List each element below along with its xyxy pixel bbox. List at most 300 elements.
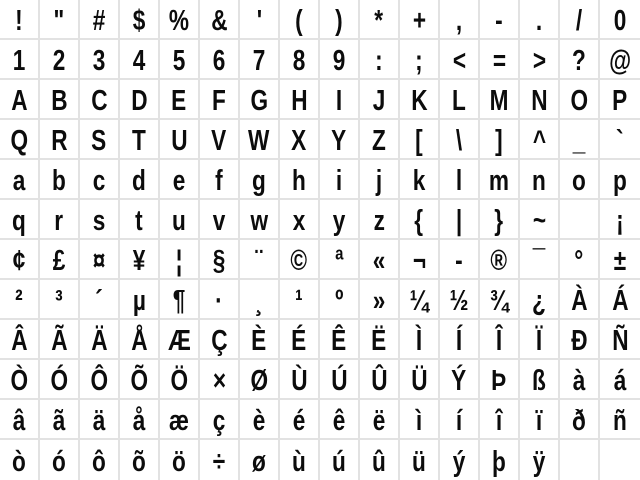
glyph-cell[interactable]: [520, 120, 560, 160]
glyph-cell[interactable]: [360, 120, 400, 160]
glyph-cell[interactable]: [240, 240, 280, 280]
glyph: i: [335, 164, 343, 197]
glyph: [: [415, 124, 423, 157]
glyph-cell[interactable]: [600, 120, 640, 160]
glyph-cell[interactable]: [480, 200, 520, 240]
glyph-cell[interactable]: [560, 40, 600, 80]
glyph-cell[interactable]: [80, 200, 120, 240]
glyph-cell[interactable]: [320, 440, 360, 480]
glyph: Í: [455, 324, 463, 357]
glyph-cell[interactable]: [200, 0, 240, 40]
glyph-cell[interactable]: [240, 200, 280, 240]
glyph-cell[interactable]: [160, 120, 200, 160]
glyph-cell[interactable]: [40, 200, 80, 240]
glyph-cell[interactable]: [80, 120, 120, 160]
glyph-cell[interactable]: [160, 320, 200, 360]
glyph: ¶: [172, 284, 186, 317]
glyph: ¯: [532, 244, 546, 277]
glyph: Ó: [50, 364, 68, 397]
glyph-cell[interactable]: [360, 320, 400, 360]
glyph: P: [612, 84, 628, 117]
glyph-cell[interactable]: [80, 440, 120, 480]
glyph: /: [575, 4, 583, 37]
glyph: ç: [212, 404, 226, 437]
glyph: a: [12, 164, 26, 197]
glyph: H: [290, 84, 308, 117]
glyph: |: [455, 204, 463, 237]
glyph-cell[interactable]: [80, 80, 120, 120]
glyph: %: [168, 4, 190, 37]
glyph-cell[interactable]: [40, 440, 80, 480]
glyph: ì: [415, 404, 423, 437]
glyph-cell[interactable]: [240, 40, 280, 80]
glyph-cell[interactable]: [560, 320, 600, 360]
glyph-cell[interactable]: [240, 160, 280, 200]
glyph: Ñ: [611, 324, 629, 357]
glyph-cell[interactable]: [240, 440, 280, 480]
glyph-cell[interactable]: [400, 120, 440, 160]
glyph-cell[interactable]: [200, 400, 240, 440]
glyph: j: [375, 164, 383, 197]
glyph-cell[interactable]: [160, 160, 200, 200]
glyph-cell[interactable]: [0, 160, 40, 200]
glyph-cell[interactable]: [480, 40, 520, 80]
glyph-cell[interactable]: [40, 360, 80, 400]
glyph: £: [52, 244, 66, 277]
glyph: $: [132, 4, 146, 37]
glyph: ¬: [412, 244, 426, 277]
glyph-cell[interactable]: [120, 440, 160, 480]
glyph-cell[interactable]: [320, 40, 360, 80]
glyph: ñ: [613, 404, 627, 437]
glyph-cell[interactable]: [400, 440, 440, 480]
glyph: Ë: [371, 324, 387, 357]
glyph-cell[interactable]: [440, 40, 480, 80]
glyph-cell[interactable]: [440, 280, 480, 320]
glyph: Û: [370, 364, 388, 397]
glyph: ÿ: [532, 445, 546, 478]
glyph-cell[interactable]: [560, 0, 600, 40]
glyph: Ø: [250, 364, 268, 397]
glyph-cell[interactable]: [480, 360, 520, 400]
glyph: :: [375, 44, 383, 77]
glyph-cell[interactable]: [360, 200, 400, 240]
glyph-cell[interactable]: [440, 120, 480, 160]
glyph: ß: [532, 364, 546, 397]
glyph-cell[interactable]: [240, 0, 280, 40]
glyph-cell[interactable]: [120, 40, 160, 80]
glyph-cell[interactable]: [600, 280, 640, 320]
glyph-cell[interactable]: [160, 80, 200, 120]
glyph-cell[interactable]: [520, 360, 560, 400]
glyph: k: [412, 164, 426, 197]
glyph: y: [332, 204, 346, 237]
glyph-cell[interactable]: [0, 360, 40, 400]
glyph: D: [130, 84, 148, 117]
glyph-cell[interactable]: [0, 240, 40, 280]
glyph: N: [530, 84, 548, 117]
glyph: ÷: [212, 445, 226, 478]
glyph-cell[interactable]: [160, 280, 200, 320]
glyph: u: [172, 204, 186, 237]
glyph: ª: [334, 244, 344, 277]
glyph-cell[interactable]: [440, 360, 480, 400]
glyph-cell[interactable]: [40, 240, 80, 280]
glyph-cell[interactable]: [320, 240, 360, 280]
glyph-cell[interactable]: [480, 240, 520, 280]
glyph-cell[interactable]: [80, 160, 120, 200]
glyph-cell[interactable]: [440, 400, 480, 440]
glyph-cell[interactable]: [520, 440, 560, 480]
glyph: Ö: [170, 364, 188, 397]
glyph-cell[interactable]: [560, 160, 600, 200]
glyph-cell[interactable]: [240, 280, 280, 320]
glyph-cell[interactable]: [0, 120, 40, 160]
glyph-cell[interactable]: [320, 280, 360, 320]
glyph-cell[interactable]: [360, 240, 400, 280]
glyph: Y: [331, 124, 347, 157]
glyph-cell[interactable]: [320, 80, 360, 120]
glyph-cell[interactable]: [40, 40, 80, 80]
glyph-cell[interactable]: [440, 0, 480, 40]
glyph-cell[interactable]: [280, 120, 320, 160]
glyph: 1: [12, 44, 26, 77]
glyph-cell[interactable]: [160, 360, 200, 400]
glyph-cell[interactable]: [0, 40, 40, 80]
glyph-cell[interactable]: [240, 400, 280, 440]
glyph-cell[interactable]: [600, 40, 640, 80]
glyph-cell[interactable]: [600, 0, 640, 40]
glyph: ': [256, 4, 262, 37]
glyph-cell[interactable]: [600, 320, 640, 360]
glyph-cell[interactable]: [280, 80, 320, 120]
glyph-cell[interactable]: [520, 40, 560, 80]
glyph: 9: [332, 44, 346, 77]
glyph: §: [212, 244, 226, 277]
glyph: t: [135, 204, 143, 237]
glyph-cell[interactable]: [440, 80, 480, 120]
glyph: õ: [132, 445, 146, 478]
glyph: ?: [572, 44, 586, 77]
glyph: +: [412, 4, 426, 37]
glyph-cell[interactable]: [520, 200, 560, 240]
glyph-cell: [560, 440, 600, 480]
glyph: >: [532, 44, 546, 77]
glyph-cell[interactable]: [40, 0, 80, 40]
glyph-cell[interactable]: [520, 160, 560, 200]
glyph-cell[interactable]: [200, 440, 240, 480]
glyph-cell[interactable]: [320, 200, 360, 240]
glyph-cell[interactable]: [0, 200, 40, 240]
glyph-cell[interactable]: [600, 400, 640, 440]
glyph-cell[interactable]: [160, 440, 200, 480]
glyph: W: [248, 124, 270, 157]
glyph-cell[interactable]: [320, 320, 360, 360]
glyph: g: [252, 164, 266, 197]
glyph: Ð: [570, 324, 588, 357]
glyph: Z: [372, 124, 386, 157]
glyph: 0: [613, 4, 627, 37]
glyph-cell[interactable]: [480, 120, 520, 160]
glyph: O: [570, 84, 588, 117]
glyph: V: [211, 124, 227, 157]
glyph: ~: [532, 204, 546, 237]
glyph: .: [535, 4, 543, 37]
glyph: Ô: [90, 364, 108, 397]
glyph-cell[interactable]: [480, 160, 520, 200]
glyph-cell[interactable]: [360, 440, 400, 480]
glyph-cell[interactable]: [600, 160, 640, 200]
glyph-cell[interactable]: [400, 40, 440, 80]
glyph-cell[interactable]: [560, 280, 600, 320]
glyph-cell[interactable]: [400, 0, 440, 40]
glyph-cell[interactable]: [40, 160, 80, 200]
glyph: ³: [55, 284, 63, 317]
glyph-cell[interactable]: [400, 280, 440, 320]
glyph: I: [335, 84, 343, 117]
glyph-cell[interactable]: [80, 400, 120, 440]
glyph-cell[interactable]: [320, 120, 360, 160]
glyph-cell[interactable]: [360, 360, 400, 400]
glyph: ±: [613, 244, 627, 277]
glyph: f: [215, 164, 223, 197]
glyph: Ä: [90, 324, 108, 357]
glyph: À: [570, 284, 588, 317]
glyph-cell[interactable]: [80, 320, 120, 360]
glyph: ]: [495, 124, 503, 157]
glyph-cell[interactable]: [200, 120, 240, 160]
glyph-cell[interactable]: [400, 240, 440, 280]
glyph-cell[interactable]: [360, 0, 400, 40]
glyph-cell[interactable]: [120, 320, 160, 360]
glyph-cell[interactable]: [440, 200, 480, 240]
glyph-cell[interactable]: [40, 280, 80, 320]
glyph: ´: [95, 284, 103, 317]
glyph: 6: [212, 44, 226, 77]
glyph-cell[interactable]: [280, 200, 320, 240]
glyph-cell[interactable]: [160, 0, 200, 40]
glyph-cell[interactable]: [520, 320, 560, 360]
glyph-cell[interactable]: [120, 120, 160, 160]
glyph-cell[interactable]: [0, 280, 40, 320]
glyph-cell[interactable]: [400, 200, 440, 240]
glyph-cell[interactable]: [0, 80, 40, 120]
glyph-cell[interactable]: [560, 120, 600, 160]
glyph: G: [250, 84, 268, 117]
glyph-cell[interactable]: [0, 0, 40, 40]
glyph-cell[interactable]: [40, 320, 80, 360]
glyph-cell[interactable]: [320, 400, 360, 440]
glyph: Æ: [167, 324, 191, 357]
glyph: #: [92, 4, 106, 37]
glyph: ¤: [92, 244, 106, 277]
glyph: Õ: [130, 364, 148, 397]
glyph-cell[interactable]: [360, 40, 400, 80]
glyph-cell[interactable]: [280, 240, 320, 280]
glyph: =: [492, 44, 506, 77]
glyph: ú: [332, 445, 346, 478]
glyph: ¼: [409, 284, 429, 317]
glyph-cell[interactable]: [360, 400, 400, 440]
glyph-cell[interactable]: [160, 400, 200, 440]
glyph-cell[interactable]: [600, 200, 640, 240]
glyph-cell[interactable]: [560, 240, 600, 280]
glyph-cell[interactable]: [520, 240, 560, 280]
glyph-cell[interactable]: [560, 360, 600, 400]
glyph: Ï: [535, 324, 543, 357]
glyph: 5: [172, 44, 186, 77]
glyph: l: [455, 164, 463, 197]
glyph-cell[interactable]: [440, 240, 480, 280]
glyph-cell[interactable]: [200, 80, 240, 120]
glyph-cell[interactable]: [0, 320, 40, 360]
glyph-cell: [560, 200, 600, 240]
glyph-cell[interactable]: [520, 0, 560, 40]
glyph-cell[interactable]: [120, 200, 160, 240]
glyph-cell[interactable]: [520, 80, 560, 120]
glyph-cell[interactable]: [360, 160, 400, 200]
glyph-cell[interactable]: [280, 0, 320, 40]
glyph-cell[interactable]: [120, 80, 160, 120]
glyph: ·: [215, 284, 223, 317]
glyph-cell[interactable]: [240, 320, 280, 360]
glyph-cell[interactable]: [120, 280, 160, 320]
glyph-cell[interactable]: [280, 400, 320, 440]
glyph-cell[interactable]: [80, 240, 120, 280]
glyph-cell[interactable]: [280, 360, 320, 400]
glyph: Å: [130, 324, 148, 357]
glyph-cell[interactable]: [160, 240, 200, 280]
glyph-cell[interactable]: [160, 40, 200, 80]
glyph: Ì: [415, 324, 423, 357]
glyph-cell[interactable]: [600, 360, 640, 400]
glyph-cell[interactable]: [80, 280, 120, 320]
glyph-cell[interactable]: [80, 40, 120, 80]
glyph-cell[interactable]: [440, 320, 480, 360]
glyph-cell[interactable]: [480, 280, 520, 320]
glyph-cell[interactable]: [120, 360, 160, 400]
glyph-cell[interactable]: [280, 440, 320, 480]
glyph: Â: [10, 324, 28, 357]
glyph-cell[interactable]: [240, 120, 280, 160]
glyph: b: [52, 164, 66, 197]
glyph-cell[interactable]: [480, 0, 520, 40]
glyph: Ò: [10, 364, 28, 397]
glyph-cell[interactable]: [160, 200, 200, 240]
glyph-cell[interactable]: [480, 80, 520, 120]
glyph-cell[interactable]: [400, 80, 440, 120]
glyph-cell[interactable]: [80, 0, 120, 40]
glyph-cell[interactable]: [440, 160, 480, 200]
glyph-cell[interactable]: [360, 280, 400, 320]
glyph-cell[interactable]: [320, 160, 360, 200]
glyph-cell[interactable]: [480, 400, 520, 440]
glyph-cell[interactable]: [520, 400, 560, 440]
glyph: (: [295, 4, 303, 37]
glyph: 2: [52, 44, 66, 77]
glyph-cell[interactable]: [200, 200, 240, 240]
glyph: á: [613, 364, 627, 397]
glyph-cell[interactable]: [400, 400, 440, 440]
glyph: ü: [412, 445, 426, 478]
glyph: Þ: [491, 364, 507, 397]
glyph-cell[interactable]: [200, 240, 240, 280]
glyph: º: [334, 284, 344, 317]
glyph-cell[interactable]: [440, 440, 480, 480]
glyph-cell[interactable]: [40, 120, 80, 160]
glyph-cell[interactable]: [200, 320, 240, 360]
glyph-cell[interactable]: [120, 240, 160, 280]
glyph-cell[interactable]: [600, 240, 640, 280]
glyph-cell[interactable]: [480, 440, 520, 480]
glyph-cell[interactable]: [600, 80, 640, 120]
glyph: d: [132, 164, 146, 197]
glyph-cell[interactable]: [120, 0, 160, 40]
glyph-cell[interactable]: [200, 280, 240, 320]
glyph: 7: [252, 44, 266, 77]
glyph: ö: [172, 445, 186, 478]
glyph: È: [251, 324, 267, 357]
glyph-cell[interactable]: [480, 320, 520, 360]
glyph-cell[interactable]: [80, 360, 120, 400]
glyph: ¦: [175, 244, 183, 277]
glyph-cell[interactable]: [240, 360, 280, 400]
glyph: C: [90, 84, 108, 117]
glyph-cell[interactable]: [200, 160, 240, 200]
glyph: K: [410, 84, 428, 117]
glyph: ë: [372, 404, 386, 437]
glyph-cell[interactable]: [0, 400, 40, 440]
glyph: 4: [132, 44, 146, 77]
glyph-cell[interactable]: [560, 80, 600, 120]
glyph-cell[interactable]: [280, 160, 320, 200]
glyph: e: [172, 164, 186, 197]
glyph-cell[interactable]: [320, 0, 360, 40]
glyph-cell[interactable]: [560, 400, 600, 440]
glyph: m: [488, 164, 510, 197]
glyph: \: [455, 124, 463, 157]
glyph-cell[interactable]: [280, 280, 320, 320]
glyph: *: [374, 4, 384, 37]
glyph: p: [613, 164, 627, 197]
glyph-cell[interactable]: [200, 360, 240, 400]
glyph: î: [495, 404, 503, 437]
glyph-cell[interactable]: [120, 400, 160, 440]
glyph-cell[interactable]: [120, 160, 160, 200]
glyph-cell[interactable]: [360, 80, 400, 120]
glyph: ý: [452, 445, 466, 478]
glyph-cell[interactable]: [520, 280, 560, 320]
glyph-cell: [600, 440, 640, 480]
glyph-cell[interactable]: [400, 160, 440, 200]
glyph-cell[interactable]: [200, 40, 240, 80]
glyph-cell[interactable]: [400, 320, 440, 360]
glyph-cell[interactable]: [0, 440, 40, 480]
glyph: Ù: [290, 364, 308, 397]
glyph-cell[interactable]: [280, 320, 320, 360]
glyph: ¿: [532, 284, 546, 317]
glyph: ¨: [255, 244, 263, 277]
glyph-cell[interactable]: [400, 360, 440, 400]
glyph-cell[interactable]: [280, 40, 320, 80]
glyph: ®: [490, 244, 508, 277]
glyph: S: [91, 124, 107, 157]
glyph-cell[interactable]: [320, 360, 360, 400]
glyph: ): [335, 4, 343, 37]
glyph-cell[interactable]: [40, 80, 80, 120]
glyph-cell[interactable]: [240, 80, 280, 120]
glyph-cell[interactable]: [40, 400, 80, 440]
